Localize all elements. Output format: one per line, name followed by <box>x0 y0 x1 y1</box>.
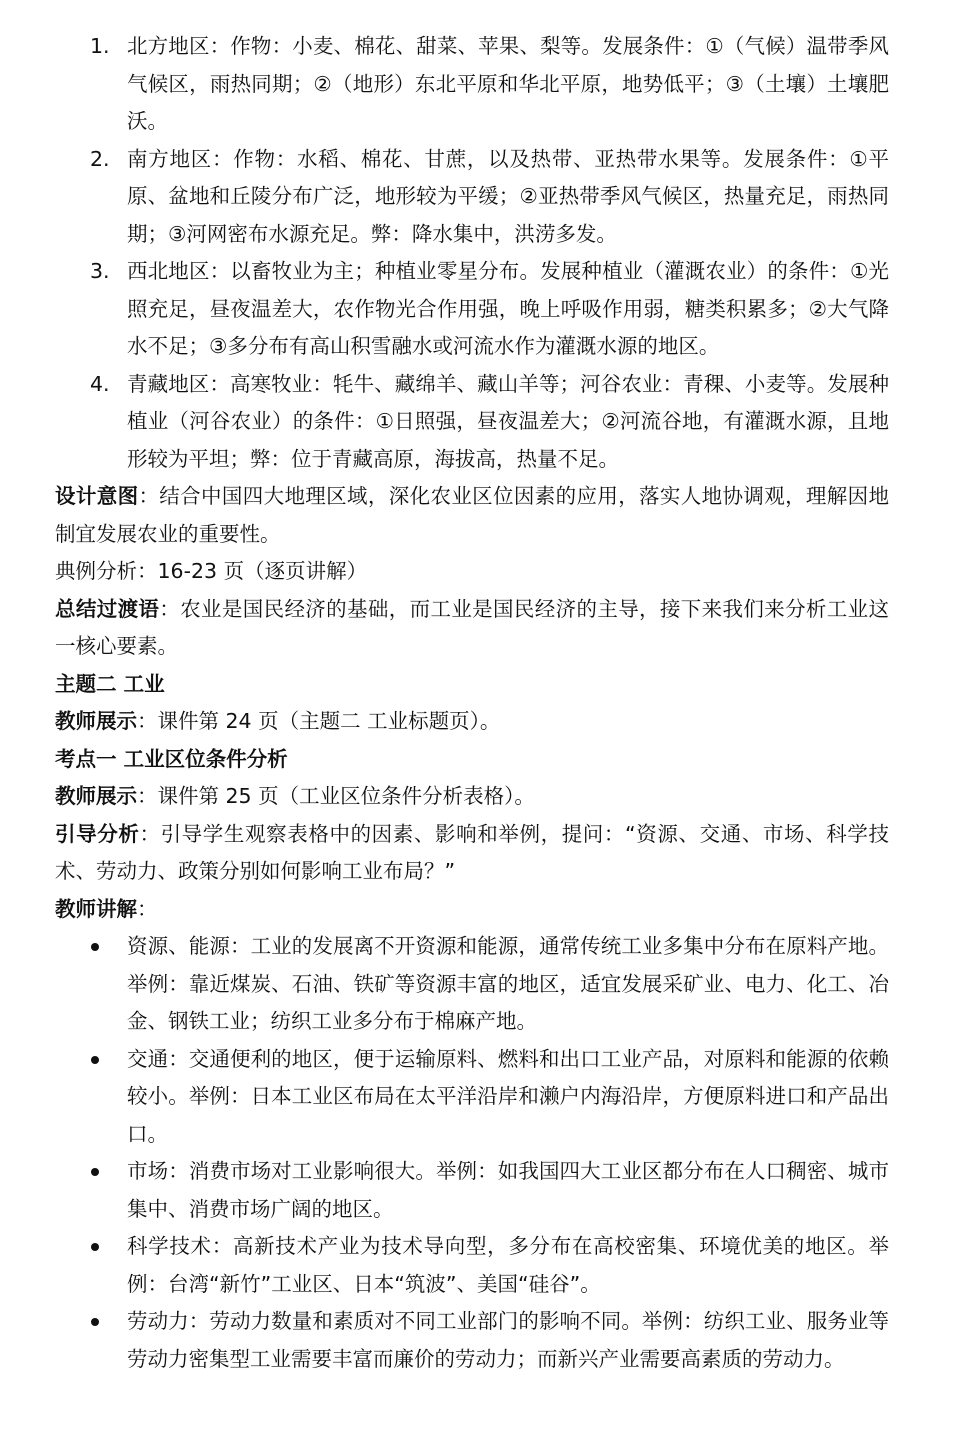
industry-factor-list <box>55 928 889 1378</box>
theme-two-heading: 主题二 工业 <box>55 671 165 696</box>
teacher-explain-label: 教师讲解 <box>55 896 137 921</box>
list-item-number: 2. <box>90 146 110 171</box>
bullet-icon <box>91 1168 99 1176</box>
list-item <box>55 1228 889 1303</box>
guided-analysis-paragraph <box>55 816 889 891</box>
list-item <box>55 28 889 141</box>
teacher-show-paragraph-2 <box>55 778 889 816</box>
agriculture-region-list <box>55 28 889 478</box>
transition-paragraph <box>55 591 889 666</box>
teacher-show-label: 教师展示 <box>55 784 137 808</box>
list-item <box>55 1303 889 1378</box>
teacher-explain-text: ： <box>137 896 158 921</box>
teacher-show-paragraph-1 <box>55 703 889 741</box>
list-item-text: 青藏地区：高寒牧业：牦牛、藏绵羊、藏山羊等；河谷农业：青稞、小麦等。发展种植业（河谷农业）的条件：①日照强，昼夜温差大；②河流谷地，有灌溉水源，且地形较为平坦；弊：位于青藏高原，海拔高，热量不足。 <box>127 371 889 471</box>
list-item-number: 1. <box>90 34 110 58</box>
list-item-number: 4. <box>90 371 110 396</box>
teacher-explain-paragraph <box>55 891 889 929</box>
guided-analysis-label: 引导分析 <box>55 821 140 846</box>
list-item <box>55 928 889 1041</box>
list-item <box>55 1041 889 1154</box>
list-item <box>55 366 889 479</box>
list-item-text: 西北地区：以畜牧业为主；种植业零星分布。发展种植业（灌溉农业）的条件：①光照充足，昼夜温差大，农作物光合作用强，晚上呼吸作用弱，糖类积累多；②大气降水不足；③多分布有高山积雪融水或河流水作为灌溉水源的地区。 <box>127 259 889 358</box>
list-item-text: 北方地区：作物：小麦、棉花、甜菜、苹果、梨等。发展条件：①（气候）温带季风气候区，雨热同期；②（地形）东北平原和华北平原，地势低平；③（土壤）土壤肥沃。 <box>127 34 889 133</box>
transition-label: 总结过渡语 <box>55 596 160 621</box>
teacher-show-text: ：课件第 24 页（主题二 工业标题页）。 <box>137 709 501 733</box>
list-item-text: 南方地区：作物：水稻、棉花、甘蔗，以及热带、亚热带水果等。发展条件：①平原、盆地和丘陵分布广泛，地形较为平缓；②亚热带季风气候区，热量充足，雨热同期；③河网密布水源充足。弊：降水集中，洪涝多发。 <box>127 146 889 246</box>
design-intent-text: ：结合中国四大地理区域，深化农业区位因素的应用，落实人地协调观，理解因地制宜发展农业的重要性。 <box>55 484 889 546</box>
bullet-icon <box>91 943 99 951</box>
transition-text: ：农业是国民经济的基础，而工业是国民经济的主导，接下来我们来分析工业这一核心要素。 <box>55 596 889 658</box>
teacher-show-label: 教师展示 <box>55 709 137 733</box>
list-item <box>55 141 889 254</box>
bullet-icon <box>91 1318 99 1326</box>
list-item-text: 交通：交通便利的地区，便于运输原料、燃料和出口工业产品，对原料和能源的依赖较小。举例：日本工业区布局在太平洋沿岸和濑户内海沿岸，方便原料进口和产品出口。 <box>127 1046 889 1146</box>
guided-analysis-text: ：引导学生观察表格中的因素、影响和举例，提问：“资源、交通、市场、科学技术、劳动力、政策分别如何影响工业布局？” <box>55 821 889 883</box>
design-intent-label: 设计意图 <box>55 484 139 508</box>
example-analysis-paragraph: 典例分析：16-23 页（逐页讲解） <box>55 559 368 583</box>
list-item-text: 科学技术：高新技术产业为技术导向型，多分布在高校密集、环境优美的地区。举例：台湾“新竹”工业区、日本“筑波”、美国“硅谷”。 <box>127 1234 889 1296</box>
bullet-icon <box>91 1056 99 1064</box>
bullet-icon <box>91 1243 99 1251</box>
list-item <box>55 253 889 366</box>
list-item-text: 市场：消费市场对工业影响很大。举例：如我国四大工业区都分布在人口稠密、城市集中、消费市场广阔的地区。 <box>127 1159 889 1221</box>
list-item-number: 3. <box>90 259 110 283</box>
design-intent-paragraph <box>55 478 889 553</box>
list-item-text: 资源、能源：工业的发展离不开资源和能源，通常传统工业多集中分布在原料产地。举例：靠近煤炭、石油、铁矿等资源丰富的地区，适宜发展采矿业、电力、化工、冶金、钢铁工业；纺织工业多分布于棉麻产地。 <box>127 934 889 1033</box>
exam-point-heading: 考点一 工业区位条件分析 <box>55 746 288 771</box>
list-item <box>55 1153 889 1228</box>
teacher-show-text: ：课件第 25 页（工业区位条件分析表格）。 <box>137 784 535 808</box>
list-item-text: 劳动力：劳动力数量和素质对不同工业部门的影响不同。举例：纺织工业、服务业等劳动力密集型工业需要丰富而廉价的劳动力；而新兴产业需要高素质的劳动力。 <box>127 1309 889 1371</box>
